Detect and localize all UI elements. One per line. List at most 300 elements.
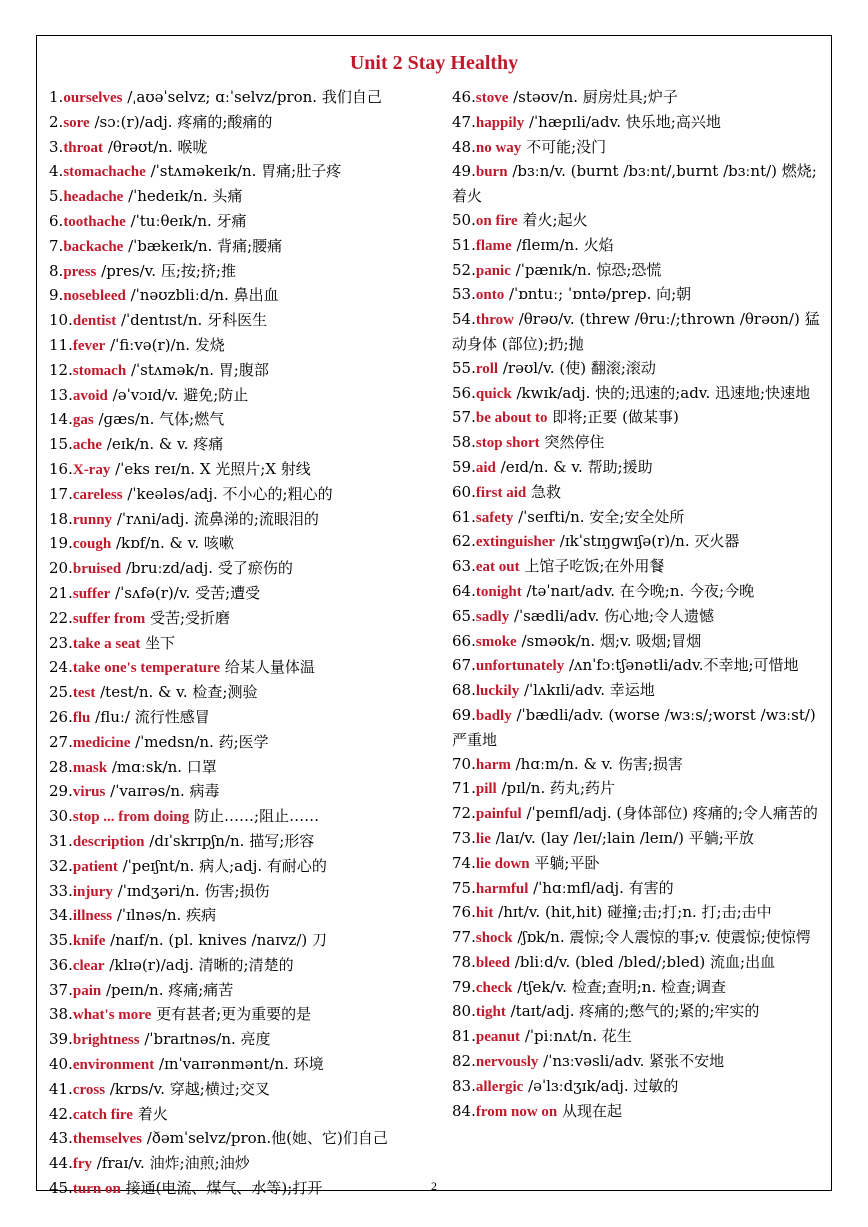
entry-word: dentist [72, 313, 117, 330]
vocab-entry [49, 433, 434, 458]
entry-number: 47. [452, 112, 476, 131]
entry-definition: /hɑːm/n. & v. 伤害;损害 [510, 754, 683, 773]
entry-number: 68. [452, 681, 476, 700]
entry-definition: 防止……;阻止…… [189, 807, 320, 826]
entry-word: injury [72, 883, 113, 900]
entry-number: 6. [49, 211, 64, 230]
entry-number: 2. [49, 112, 64, 131]
entry-definition: /ˈmedsn/n. 药;医学 [130, 732, 269, 751]
vocab-entry [49, 111, 434, 136]
vocab-entry [452, 679, 824, 704]
entry-definition: /hɪt/v. (hit,hit) 碰撞;击;打;n. 打;击;击中 [493, 903, 772, 922]
vocab-entry [452, 234, 824, 259]
entry-definition: /ɪnˈvaɪrənmənt/n. 环境 [154, 1055, 324, 1074]
vocab-entry [452, 283, 824, 308]
vocab-entry [452, 431, 824, 456]
entry-definition: /ˈdentɪst/n. 牙科医生 [116, 311, 268, 330]
entry-number: 39. [49, 1030, 73, 1049]
entry-word: suffer from [72, 610, 146, 627]
entry-word: check [475, 979, 513, 996]
entry-word: hit [475, 905, 494, 922]
entry-word: sadly [475, 608, 510, 625]
entry-definition: /ˈhɑːmfl/adj. 有害的 [528, 878, 674, 897]
vocab-entry [452, 753, 824, 778]
entry-word: press [63, 263, 97, 280]
entry-number: 54. [452, 310, 476, 329]
entry-number: 49. [452, 162, 476, 181]
entry-number: 50. [452, 210, 476, 229]
entry-definition: /ðəmˈselvz/pron.他(她、它)们自己 [142, 1129, 388, 1148]
entry-definition: /ˈhæpɪli/adv. 快乐地;高兴地 [524, 112, 721, 131]
entry-word: stomachache [63, 164, 146, 181]
entry-word: flu [72, 709, 91, 726]
entry-number: 61. [452, 507, 476, 526]
vocab-entry [452, 259, 824, 284]
entry-number: 34. [49, 906, 73, 925]
entry-number: 23. [49, 633, 73, 652]
entry-word: bleed [475, 954, 511, 971]
vocab-entry [452, 456, 824, 481]
entry-definition: /ˈvaɪrəs/n. 病毒 [105, 782, 220, 801]
entry-number: 82. [452, 1052, 476, 1071]
entry-number: 65. [452, 606, 476, 625]
entry-word: description [72, 833, 145, 850]
entry-definition: /ˈɒntuː; ˈɒntə/prep. 向;朝 [504, 285, 692, 304]
entry-definition: 着火 [132, 1104, 168, 1123]
entry-word: environment [72, 1057, 155, 1074]
entry-number: 63. [452, 557, 476, 576]
right-column [452, 86, 824, 1124]
entry-word: fever [72, 337, 106, 354]
entry-word: nosebleed [63, 288, 126, 305]
entry-definition: /ʃɒk/n. 震惊;令人震惊的事;v. 使震惊;使惊愕 [512, 928, 811, 947]
vocab-entry [49, 954, 434, 979]
entry-number: 56. [452, 383, 476, 402]
vocab-entry [49, 632, 434, 657]
entry-word: panic [475, 262, 511, 279]
entry-definition: /naɪf/n. (pl. knives /naɪvz/) 刀 [105, 931, 328, 950]
entry-word: shock [475, 930, 513, 947]
vocab-entry [49, 483, 434, 508]
entry-number: 12. [49, 360, 73, 379]
entry-word: allergic [475, 1078, 524, 1095]
entry-word: roll [475, 360, 499, 377]
entry-definition: /klɪə(r)/adj. 清晰的;清楚的 [104, 955, 294, 974]
entry-word: ache [72, 437, 103, 454]
entry-number: 76. [452, 903, 476, 922]
entry-definition: /ˈbædli/adv. (worse /wɜːs/;worst /wɜːst/) 严重地 [452, 705, 816, 749]
entry-definition: /eɪd/n. & v. 帮助;援助 [495, 457, 653, 476]
vocab-entry [49, 86, 434, 111]
entry-number: 32. [49, 856, 73, 875]
entry-word: backache [63, 238, 124, 255]
vocab-entry [452, 630, 824, 655]
entry-word: tonight [475, 583, 522, 600]
entry-number: 29. [49, 782, 73, 801]
entry-definition: /bliːd/v. (bled /bled/;bled) 流血;出血 [510, 952, 776, 971]
entry-number: 66. [452, 631, 476, 650]
entry-number: 78. [452, 952, 476, 971]
entry-word: avoid [72, 387, 108, 404]
entry-number: 80. [452, 1002, 476, 1021]
entry-word: ourselves [63, 90, 123, 106]
entry-word: tight [475, 1004, 506, 1021]
entry-word: nervously [475, 1054, 539, 1071]
entry-number: 28. [49, 757, 73, 776]
entry-number: 15. [49, 435, 73, 454]
vocab-entry [452, 777, 824, 802]
entry-word: gas [72, 412, 94, 429]
entry-definition: /ˈpeɪnfl/adj. (身体部位) 疼痛的;令人痛苦的 [521, 804, 818, 823]
entry-definition: /fraɪ/v. 油炸;油煎;油炒 [92, 1154, 250, 1173]
entry-word: be about to [475, 410, 548, 427]
vocab-entry [49, 830, 434, 855]
entry-word: first aid [475, 484, 527, 501]
entry-number: 14. [49, 410, 73, 429]
entry-number: 45. [49, 1179, 73, 1198]
entry-word: knife [72, 933, 106, 950]
entry-definition: 平躺;平卧 [529, 853, 600, 872]
entry-number: 25. [49, 683, 73, 702]
entry-number: 42. [49, 1104, 73, 1123]
entry-definition: /ˈbækeɪk/n. 背痛;腰痛 [123, 236, 283, 255]
entry-definition: /eɪk/n. & v. 疼痛 [102, 435, 224, 454]
vocab-entry [49, 929, 434, 954]
entry-definition: /bruːzd/adj. 受了瘀伤的 [121, 559, 293, 578]
entry-number: 70. [452, 754, 476, 773]
entry-word: lie [475, 830, 491, 847]
entry-definition: /kwɪk/adj. 快的;迅速的;adv. 迅速地;快速地 [511, 383, 811, 402]
vocab-entry [49, 1003, 434, 1028]
entry-word: extinguisher [475, 534, 556, 551]
entry-definition: 从现在起 [557, 1101, 623, 1120]
page-title: Unit 2 Stay Healthy [349, 52, 519, 74]
entry-number: 69. [452, 705, 476, 724]
entry-word: brightness [72, 1032, 140, 1049]
vocab-entry [49, 1103, 434, 1128]
entry-number: 58. [452, 433, 476, 452]
vocab-entry [452, 111, 824, 136]
vocab-entry [49, 1053, 434, 1078]
entry-word: what's more [72, 1007, 152, 1024]
entry-definition: 接通(电流、煤气、水等);打开 [120, 1179, 323, 1198]
entry-word: from now on [475, 1103, 558, 1120]
vocab-entry [49, 1078, 434, 1103]
entry-word: harm [475, 756, 511, 773]
entry-definition: /sɔː(r)/adj. 疼痛的;酸痛的 [89, 112, 273, 131]
entry-number: 73. [452, 828, 476, 847]
entry-number: 26. [49, 707, 73, 726]
vocab-entry [452, 976, 824, 1001]
vocab-entry [49, 607, 434, 632]
entry-word: take a seat [72, 635, 141, 652]
vocab-entry [452, 827, 824, 852]
vocab-entry [49, 160, 434, 185]
entry-number: 24. [49, 658, 73, 677]
vocab-entry [452, 901, 824, 926]
entry-word: quick [475, 385, 512, 402]
entry-word: pain [72, 982, 102, 999]
entry-word: test [72, 685, 96, 702]
vocab-entry [49, 1127, 434, 1152]
vocab-entry [452, 1000, 824, 1025]
entry-word: virus [72, 784, 106, 801]
vocab-entry [49, 1152, 434, 1177]
entry-word: patient [72, 858, 118, 875]
entry-definition: /sməʊk/n. 烟;v. 吸烟;冒烟 [516, 631, 702, 650]
entry-number: 59. [452, 457, 476, 476]
entry-definition: /ˈlʌkɪli/adv. 幸运地 [519, 681, 655, 700]
entry-number: 22. [49, 608, 73, 627]
vocab-entry [49, 384, 434, 409]
entry-word: smoke [475, 633, 517, 650]
entry-number: 5. [49, 187, 64, 206]
vocab-entry [452, 926, 824, 951]
entry-number: 37. [49, 980, 73, 999]
vocab-entry [49, 458, 434, 483]
entry-definition: /ˈstʌmək/n. 胃;腹部 [126, 360, 269, 379]
vocab-entry [49, 284, 434, 309]
vocab-entry [49, 408, 434, 433]
entry-definition: /rəʊl/v. (使) 翻滚;滚动 [498, 358, 656, 377]
entry-word: take one's temperature [72, 660, 221, 677]
entry-number: 4. [49, 162, 64, 181]
entry-definition: /ˈsædli/adv. 伤心地;令人遗憾 [509, 606, 715, 625]
entry-definition: /pres/v. 压;按;挤;推 [96, 261, 236, 280]
entry-number: 57. [452, 408, 476, 427]
vocab-entry [452, 86, 824, 111]
entry-number: 9. [49, 286, 64, 305]
entry-definition: /fleɪm/n. 火焰 [511, 235, 614, 254]
vocab-entry [452, 530, 824, 555]
page-number: 2 [431, 1179, 437, 1193]
vocab-entry [49, 780, 434, 805]
entry-word: eat out [475, 559, 520, 576]
entry-number: 53. [452, 285, 476, 304]
vocab-entry [452, 852, 824, 877]
entry-definition: /ˈtuːθeɪk/n. 牙痛 [125, 211, 247, 230]
entry-definition: /ˈpænɪk/n. 惊恐;恐慌 [510, 260, 662, 279]
entry-definition: /dɪˈskrɪpʃn/n. 描写;形容 [144, 831, 315, 850]
vocab-entry [452, 357, 824, 382]
entry-word: clear [72, 957, 105, 974]
vocab-entry [49, 756, 434, 781]
vocab-entry [49, 880, 434, 905]
entry-word: flame [475, 237, 512, 254]
vocab-entry [49, 805, 434, 830]
vocab-entry [49, 508, 434, 533]
entry-word: peanut [475, 1029, 521, 1046]
entry-definition: /tʃek/v. 检查;查明;n. 检查;调查 [512, 977, 727, 996]
entry-word: aid [475, 459, 496, 476]
entry-definition: 上馆子吃饭;在外用餐 [519, 557, 665, 576]
vocab-entry [49, 681, 434, 706]
entry-word: luckily [475, 683, 520, 700]
entry-definition: /ˈɪlnəs/n. 疾病 [112, 906, 217, 925]
entry-number: 19. [49, 534, 73, 553]
entry-word: cross [72, 1081, 106, 1098]
entry-word: cough [72, 536, 112, 553]
entry-definition: /əˈlɜːdʒɪk/adj. 过敏的 [523, 1076, 679, 1095]
entry-word: stove [475, 90, 509, 106]
entry-definition: /taɪt/adj. 疼痛的;憋气的;紧的;牢实的 [505, 1002, 760, 1021]
entry-word: illness [72, 908, 113, 925]
entry-definition: 不可能;没门 [521, 137, 607, 156]
entry-definition: /ˈbraɪtnəs/n. 亮度 [139, 1030, 271, 1049]
entry-definition: /ˈfiːvə(r)/n. 发烧 [105, 335, 225, 354]
entry-definition: /pɪl/n. 药丸;药片 [496, 779, 616, 798]
vocab-entry [452, 1025, 824, 1050]
vocab-entry [49, 557, 434, 582]
entry-number: 43. [49, 1129, 73, 1148]
entry-word: stomach [72, 362, 127, 379]
entry-number: 52. [452, 260, 476, 279]
entry-number: 31. [49, 831, 73, 850]
entry-word: safety [475, 509, 514, 526]
entry-number: 51. [452, 235, 476, 254]
entry-definition: /ˈhedeɪk/n. 头痛 [123, 187, 243, 206]
entry-definition: /θrəʊ/v. (threw /θruː/;thrown /θrəʊn/) 猛动身体 (部位);扔;抛 [452, 310, 820, 353]
entry-definition: 给某人量体温 [220, 658, 315, 677]
vocab-entry [49, 260, 434, 285]
entry-definition: /ˈpeɪʃnt/n. 病人;adj. 有耐心的 [117, 856, 327, 875]
vocab-entry [49, 582, 434, 607]
entry-word: lie down [475, 855, 530, 872]
entry-number: 60. [452, 482, 476, 501]
entry-number: 48. [452, 137, 476, 156]
entry-number: 30. [49, 807, 73, 826]
vocab-entry [452, 555, 824, 580]
entry-word: throat [63, 139, 104, 156]
entry-definition: 坐下 [140, 633, 176, 652]
entry-word: throw [475, 312, 514, 329]
vocab-entry [452, 877, 824, 902]
entry-word: headache [63, 189, 124, 206]
entry-definition: /test/n. & v. 检查;测验 [95, 683, 258, 702]
entry-number: 72. [452, 804, 476, 823]
vocab-entry [452, 1100, 824, 1125]
entry-number: 10. [49, 311, 73, 330]
vocab-entry [49, 532, 434, 557]
vocab-entry [452, 605, 824, 630]
entry-definition: /ˈɪndʒəri/n. 伤害;损伤 [112, 881, 270, 900]
vocab-entry [452, 382, 824, 407]
entry-word: toothache [63, 213, 126, 230]
vocab-entry [49, 855, 434, 880]
entry-word: harmful [475, 880, 529, 897]
entry-definition: 即将;正要 (做某事) [547, 408, 679, 427]
entry-definition: /stəʊv/n. 厨房灶具;炉子 [508, 88, 678, 106]
vocab-entry [49, 979, 434, 1004]
entry-number: 62. [452, 532, 476, 551]
entry-number: 13. [49, 385, 73, 404]
entry-definition: /peɪn/n. 疼痛;痛苦 [101, 980, 234, 999]
entry-definition: /ˈkeələs/adj. 不小心的;粗心的 [122, 484, 333, 503]
vocab-entry [49, 656, 434, 681]
entry-number: 64. [452, 581, 476, 600]
entry-number: 74. [452, 853, 476, 872]
entry-number: 1. [49, 88, 64, 106]
entry-number: 67. [452, 656, 476, 675]
entry-word: catch fire [72, 1106, 133, 1123]
entry-number: 3. [49, 137, 64, 156]
entry-word: unfortunately [475, 658, 565, 675]
vocab-entry [452, 704, 824, 753]
entry-definition: 受苦;受折磨 [145, 608, 231, 627]
vocab-entry [452, 160, 824, 209]
entry-definition: 着火;起火 [517, 210, 588, 229]
entry-word: X-ray [72, 461, 111, 478]
entry-word: sore [63, 114, 90, 131]
entry-number: 27. [49, 732, 73, 751]
entry-word: bruised [72, 561, 122, 578]
vocab-entry [452, 1050, 824, 1075]
entry-number: 77. [452, 928, 476, 947]
entry-number: 71. [452, 779, 476, 798]
entry-number: 35. [49, 931, 73, 950]
entry-number: 36. [49, 955, 73, 974]
vocab-entry [49, 185, 434, 210]
entry-word: no way [475, 139, 522, 156]
entry-number: 81. [452, 1027, 476, 1046]
vocab-entry [49, 904, 434, 929]
vocab-entry [49, 334, 434, 359]
vocab-entry [452, 951, 824, 976]
entry-definition: /ˈeks reɪ/n. X 光照片;X 射线 [110, 459, 311, 478]
entry-word: happily [475, 114, 525, 131]
vocab-entry [49, 210, 434, 235]
entry-definition: 突然停住 [539, 433, 605, 452]
entry-definition: /təˈnaɪt/adv. 在今晚;n. 今夜;今晚 [521, 581, 755, 600]
vocab-entry [49, 706, 434, 731]
vocab-entry [452, 506, 824, 531]
entry-definition: /fluː/ 流行性感冒 [90, 707, 210, 726]
vocab-entry [452, 580, 824, 605]
entry-number: 16. [49, 459, 73, 478]
vocab-entry [49, 731, 434, 756]
entry-definition: /ˈnɜːvəsli/adv. 紧张不安地 [538, 1052, 725, 1071]
entry-word: suffer [72, 585, 111, 602]
vocab-entry [49, 1028, 434, 1053]
vocab-entry [452, 481, 824, 506]
entry-number: 20. [49, 559, 73, 578]
entry-definition: /əˈvɔɪd/v. 避免;防止 [107, 385, 249, 404]
entry-number: 18. [49, 509, 73, 528]
entry-word: mask [72, 759, 108, 776]
entry-word: stop short [475, 435, 540, 452]
entry-number: 75. [452, 878, 476, 897]
entry-definition: /ʌnˈfɔːtʃənətli/adv.不幸地;可惜地 [564, 656, 799, 675]
entry-number: 84. [452, 1101, 476, 1120]
entry-number: 46. [452, 88, 476, 106]
entry-definition: /ˈseɪfti/n. 安全;安全处所 [513, 507, 685, 526]
entry-word: on fire [475, 212, 518, 229]
entry-definition: 更有甚者;更为重要的是 [151, 1005, 312, 1024]
entry-definition: /ˌaʊəˈselvz; ɑːˈselvz/pron. 我们自己 [122, 88, 382, 106]
entry-number: 8. [49, 261, 64, 280]
entry-number: 11. [49, 335, 73, 354]
entry-word: medicine [72, 734, 131, 751]
entry-definition: /ˈnəʊzbliːd/n. 鼻出血 [125, 286, 279, 305]
entry-definition: /laɪ/v. (lay /leɪ/;lain /leɪn/) 平躺;平放 [490, 828, 754, 847]
entry-number: 33. [49, 881, 73, 900]
entry-word: badly [475, 707, 512, 724]
vocab-entry [452, 136, 824, 161]
entry-number: 40. [49, 1055, 73, 1074]
entry-word: turn on [72, 1181, 121, 1198]
entry-definition: /ˈstʌməkeɪk/n. 胃痛;肚子疼 [145, 162, 342, 181]
entry-number: 21. [49, 583, 73, 602]
